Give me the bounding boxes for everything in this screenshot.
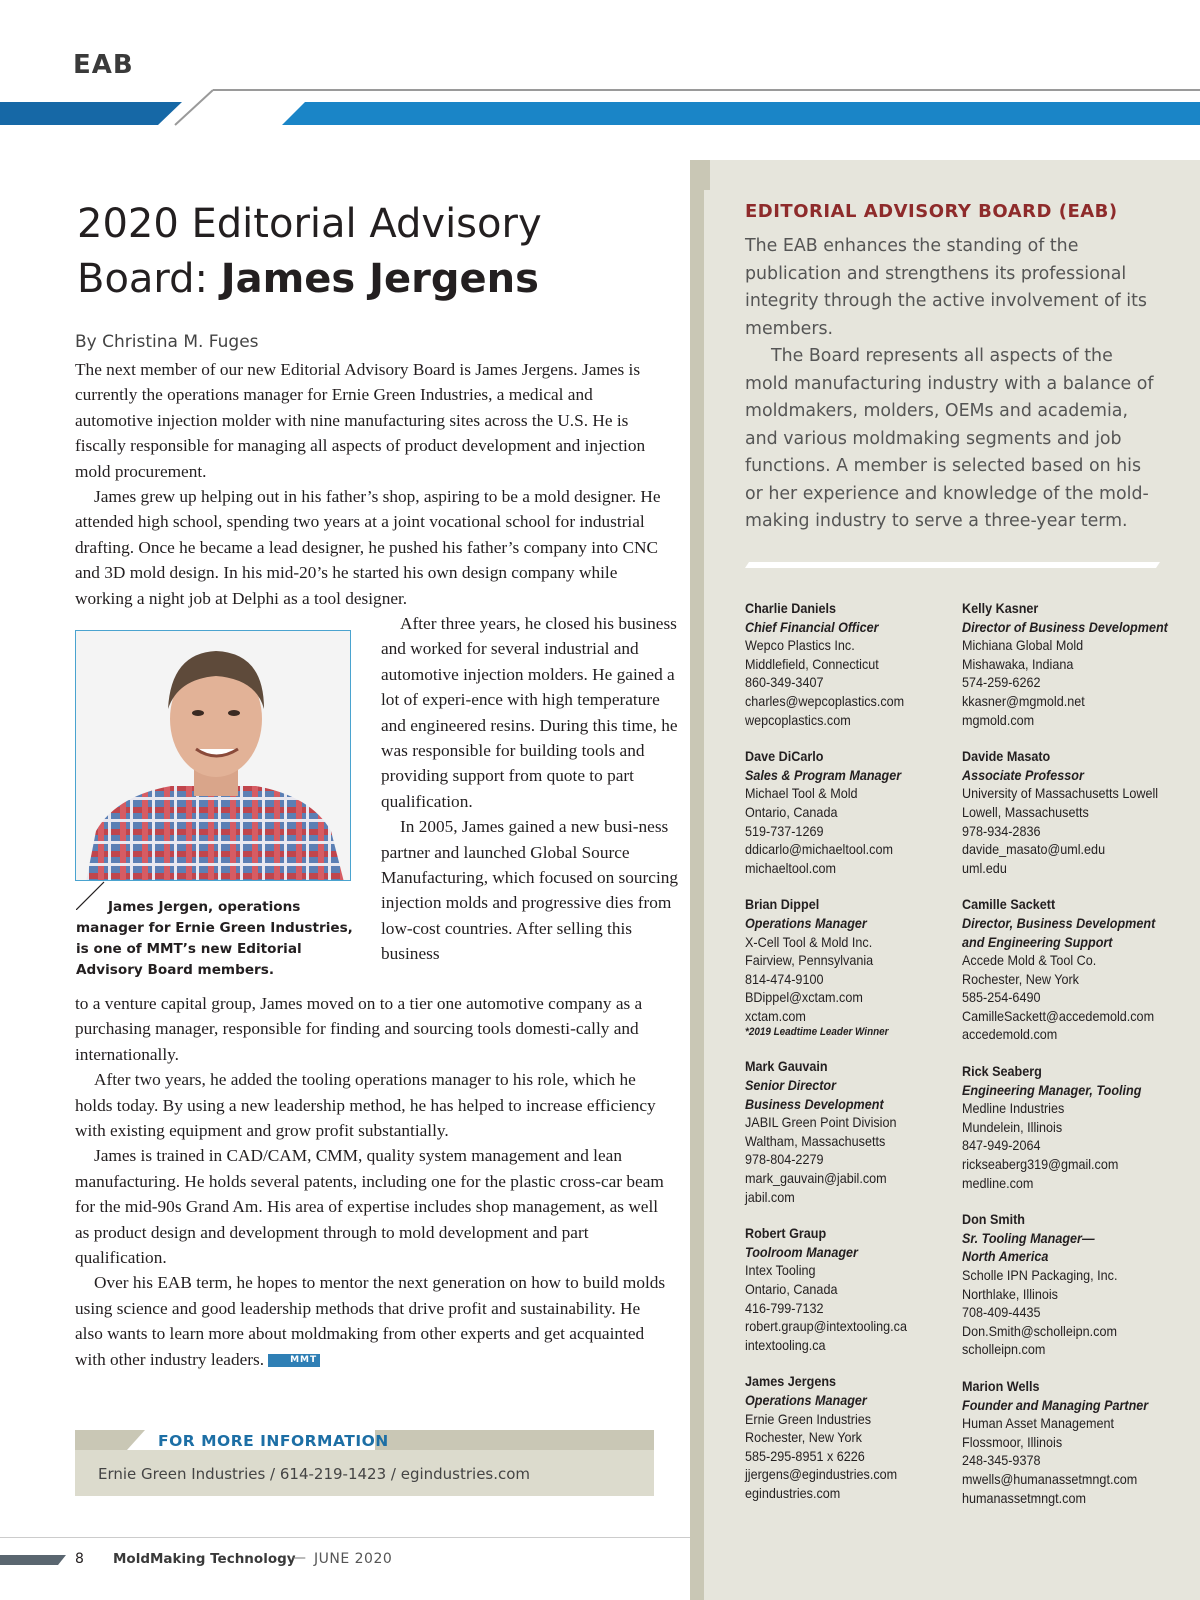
member-title: Chief Financial Officer	[745, 618, 879, 635]
article-body-top	[75, 357, 670, 611]
member-name: Robert Graup	[745, 1225, 827, 1242]
sidebar-edge	[690, 160, 704, 1600]
member-detail: Rochester, New York	[745, 1429, 862, 1446]
member-title: Senior Director	[745, 1077, 837, 1094]
member-title: Operations Manager	[745, 914, 867, 931]
article-body-right	[381, 611, 681, 967]
member-title: Associate Professor	[962, 766, 1084, 783]
member-detail: humanassetmngt.com	[962, 1489, 1086, 1506]
member-name: Camille Sackett	[962, 896, 1056, 913]
member-detail: 860-349-3407	[745, 674, 824, 691]
member-detail: University of Massachusetts Lowell	[962, 785, 1159, 802]
member-detail: 847-949-2064	[962, 1137, 1041, 1154]
member-detail: accedemold.com	[962, 1026, 1058, 1043]
mmt-end-mark: MMT	[268, 1354, 320, 1367]
paragraph: In 2005, James gained a new busi-ness partner and launched Global Source Manufacturing, which focused on sourcing injection molds and progressive dies from low-cost countries. After selling this business	[381, 817, 679, 964]
member-detail: Human Asset Management	[962, 1415, 1114, 1432]
member-detail: mwells@humanassetmngt.com	[962, 1470, 1138, 1487]
photo-caption: James Jergen, operations manager for Ernie Green Industries, is one of MMT’s new Editorial Advisory Board members.	[76, 899, 353, 978]
footer-dash: —	[292, 1550, 306, 1566]
member-detail: 585-254-6490	[962, 989, 1041, 1006]
more-info-text: Ernie Green Industries / 614-219-1423 / egindustries.com	[98, 1465, 531, 1483]
magazine-name: MoldMaking Technology	[113, 1551, 296, 1567]
member-title: Sr. Tooling Manager—	[962, 1229, 1095, 1246]
member-detail: intextooling.ca	[745, 1336, 826, 1353]
member-entry	[962, 747, 1174, 877]
member-detail: 248-345-9378	[962, 1452, 1041, 1469]
member-detail: uml.edu	[962, 859, 1007, 876]
paragraph: After two years, he added the tooling operations manager to his role, which he holds today. By using a new leadership method, he has helped to increase efficiency with existing equipment and grow profit substantially.	[75, 1070, 656, 1141]
member-detail: Mundelein, Illinois	[962, 1118, 1063, 1135]
member-entry	[962, 1377, 1174, 1507]
member-detail: Northlake, Illinois	[962, 1285, 1058, 1302]
member-detail: BDippel@xctam.com	[745, 989, 863, 1006]
member-name: James Jergens	[745, 1373, 837, 1390]
member-entry	[745, 747, 948, 877]
member-detail: ddicarlo@michaeltool.com	[745, 841, 893, 858]
member-title: Sales & Program Manager	[745, 766, 902, 783]
member-title: Operations Manager	[745, 1391, 867, 1408]
member-name: Brian Dippel	[745, 896, 820, 913]
member-detail: wepcoplastics.com	[745, 711, 851, 728]
member-detail: xctam.com	[745, 1007, 806, 1024]
member-detail: egindustries.com	[745, 1484, 841, 1501]
member-detail: Intex Tooling	[745, 1262, 816, 1279]
member-entry	[962, 1062, 1174, 1192]
member-entry	[962, 1210, 1174, 1359]
member-detail: 978-934-2836	[962, 822, 1041, 839]
member-title: Director, Business Development	[962, 914, 1156, 931]
member-title: Engineering Manager, Tooling	[962, 1081, 1142, 1098]
member-name: Marion Wells	[962, 1377, 1040, 1394]
paragraph: James is trained in CAD/CAM, CMM, quality system management and lean manufacturing. He holds several patents, including one for the plastic cross-car beam for the mid-90s Grand Am. His area of expertise includes shop management, as well as product design and development through to mold development and part qualification.	[75, 1146, 664, 1268]
member-entry	[745, 1372, 948, 1502]
member-entry	[745, 895, 948, 1039]
member-entry	[962, 895, 1174, 1044]
member-title: Founder and Managing Partner	[962, 1396, 1149, 1413]
article-title: 2020 Editorial Advisory Board: James Jergens	[77, 201, 542, 302]
portrait-photo	[75, 630, 351, 881]
member-title: Director of Business Development	[962, 618, 1168, 635]
member-detail: Ontario, Canada	[745, 803, 838, 820]
paragraph: to a venture capital group, James moved on to a tier one automotive company as a purchasing manager, responsible for finding and sourcing tools domesti-cally and internationally.	[75, 994, 643, 1064]
member-name: Charlie Daniels	[745, 600, 837, 616]
footer-bar	[0, 1555, 66, 1565]
member-entry	[745, 599, 948, 729]
member-detail: 814-474-9100	[745, 970, 824, 987]
member-detail: Waltham, Massachusetts	[745, 1132, 886, 1149]
member-detail: mgmold.com	[962, 711, 1035, 728]
member-detail: michaeltool.com	[745, 859, 837, 876]
page-number: 8	[75, 1551, 84, 1567]
member-detail: X-Cell Tool & Mold Inc.	[745, 933, 873, 950]
member-note: *2019 Leadtime Leader Winner	[745, 1026, 889, 1039]
issue-date: JUNE 2020	[314, 1551, 393, 1567]
member-entry	[962, 599, 1174, 729]
member-name: Kelly Kasner	[962, 600, 1039, 616]
byline: By Christina M. Fuges	[75, 332, 259, 352]
article-body-bottom	[75, 991, 670, 1372]
sidebar-divider	[745, 562, 1160, 570]
member-detail: Medline Industries	[962, 1100, 1065, 1117]
member-detail: jjergens@egindustries.com	[745, 1466, 898, 1483]
member-detail: Michiana Global Mold	[962, 637, 1084, 654]
member-detail: 574-259-6262	[962, 674, 1041, 691]
sidebar-paragraph: The Board represents all aspects of the mold manufacturing industry with a balance of moldmakers, molders, OEMs and academia, and various moldmaking segments and job functions. A member is selected based on his or her experience and knowledge of the mold-making industry to serve a three-year term.	[745, 346, 1154, 531]
member-detail: Rochester, New York	[962, 970, 1079, 987]
member-detail: Lowell, Massachusetts	[962, 803, 1089, 820]
paragraph: The next member of our new Editorial Advisory Board is James Jergens. James is currently the operations manager for Ernie Green Industries, a medical and automotive injection molder with nine manufacturing sites across the U.S. He is fiscally responsible for managing all aspects of product development and injection mold procurement.	[75, 360, 646, 481]
member-title: Business Development	[745, 1095, 884, 1112]
section-tag: EAB	[73, 50, 134, 80]
more-info-heading: FOR MORE INFORMATION	[158, 1432, 389, 1450]
member-detail: Scholle IPN Packaging, Inc.	[962, 1267, 1118, 1283]
paragraph: James grew up helping out in his father’s shop, aspiring to be a mold designer. He attended high school, spending two years at a joint vocational school for industrial drafting. Once he became a lead designer, he pushed his father’s company into CNC and 3D mold design. In his mid-20’s he started his own design company while working a night job at Delphi as a tool designer.	[75, 487, 661, 608]
member-detail: Don.Smith@scholleipn.com	[962, 1322, 1117, 1339]
member-detail: Ontario, Canada	[745, 1281, 838, 1297]
member-detail: 708-409-4435	[962, 1304, 1041, 1321]
footer-rule	[0, 1537, 690, 1538]
member-detail: Accede Mold & Tool Co.	[962, 952, 1097, 969]
member-entry	[745, 1224, 948, 1354]
member-detail: rickseaberg319@gmail.com	[962, 1156, 1119, 1173]
member-detail: Flossmoor, Illinois	[962, 1433, 1063, 1450]
member-detail: kkasner@mgmold.net	[962, 692, 1085, 709]
member-detail: Michael Tool & Mold	[745, 785, 858, 802]
member-detail: JABIL Green Point Division	[745, 1114, 897, 1131]
member-title: Toolroom Manager	[745, 1243, 858, 1260]
member-detail: Mishawaka, Indiana	[962, 655, 1074, 672]
member-detail: CamilleSackett@accedemold.com	[962, 1007, 1155, 1024]
member-detail: 585-295-8951 x 6226	[745, 1447, 865, 1464]
paragraph: Over his EAB term, he hopes to mentor the next generation on how to build molds using science and good leadership methods that drive profit and sustainability. He also wants to learn more about moldmaking from other experts and get acquainted with other industry leaders. MMT	[75, 1273, 666, 1369]
header-band	[0, 85, 1200, 130]
member-detail: 978-804-2279	[745, 1151, 824, 1168]
member-name: Mark Gauvain	[745, 1058, 828, 1075]
sidebar-heading: EDITORIAL ADVISORY BOARD (EAB)	[745, 201, 1118, 222]
member-name: Don Smith	[962, 1211, 1025, 1228]
sidebar-paragraph: The EAB enhances the standing of the publication and strengthens its professional integrity through the active involvement of its members.	[745, 236, 1147, 339]
member-detail: davide_masato@uml.edu	[962, 841, 1106, 858]
member-detail: Wepco Plastics Inc.	[745, 637, 855, 654]
member-name: Davide Masato	[962, 748, 1051, 765]
member-detail: Middlefield, Connecticut	[745, 655, 879, 672]
member-detail: charles@wepcoplastics.com	[745, 692, 905, 709]
sidebar-description	[745, 233, 1155, 536]
member-title: and Engineering Support	[962, 933, 1113, 950]
paragraph: After three years, he closed his business and worked for several industrial and automotive injection molders. He gained a lot of experi-ence with high temperature and engineered resins. During this time, he was responsible for building tools and providing support from quote to part qualification.	[381, 614, 678, 811]
member-entry	[745, 1057, 948, 1206]
member-detail: scholleipn.com	[962, 1341, 1046, 1358]
member-title: North America	[962, 1248, 1049, 1265]
member-detail: Ernie Green Industries	[745, 1410, 872, 1427]
sidebar-corner	[690, 160, 710, 190]
member-name: Rick Seaberg	[962, 1063, 1042, 1080]
member-detail: Fairview, Pennsylvania	[745, 952, 874, 969]
member-detail: jabil.com	[745, 1188, 795, 1205]
member-detail: robert.graup@intextooling.ca	[745, 1318, 907, 1335]
member-detail: 416-799-7132	[745, 1299, 824, 1316]
members-column-left	[745, 599, 970, 1521]
member-detail: medline.com	[962, 1174, 1034, 1191]
member-name: Dave DiCarlo	[745, 748, 824, 765]
member-detail: 519-737-1269	[745, 822, 824, 839]
member-detail: mark_gauvain@jabil.com	[745, 1170, 887, 1187]
members-column-right	[962, 599, 1198, 1525]
